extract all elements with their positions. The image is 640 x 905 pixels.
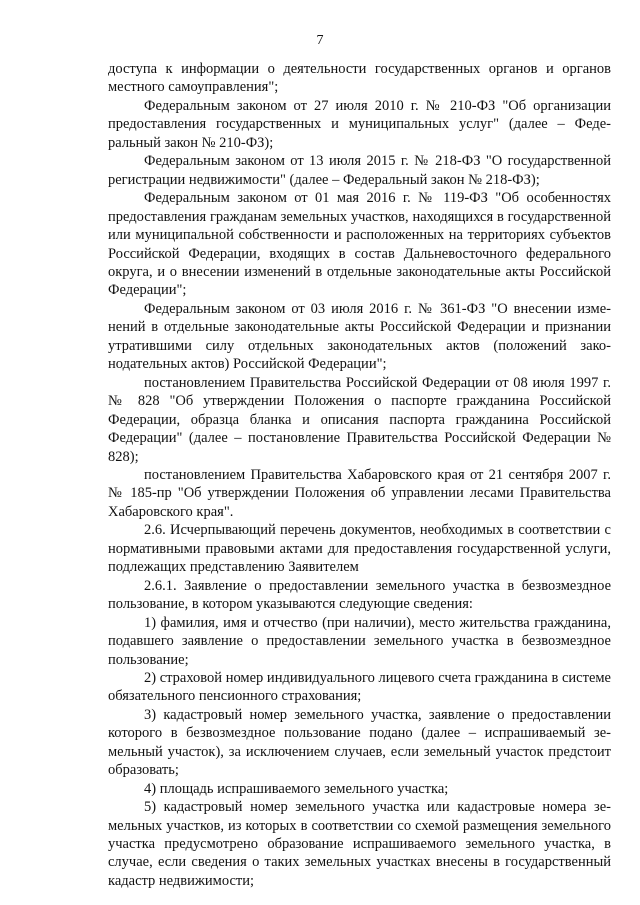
paragraph-resolution-828: постановлением Правительства Российской Федерации от 08 июля 1997 г. № 828 "Об утверждении Положения о паспорте гражданина Российской Федерации, образца бланка и описания паспорта гражданина Российской Федерации" (далее – постановление Правительства Российской Федерации № 828); bbox=[108, 374, 611, 465]
paragraph-resolution-185-pr: постановлением Правительства Хабаровского края от 21 сентября 2007 г. № 185-пр "Об утверждении Положения об управлении лесами Правительства Хабаровского края". bbox=[108, 466, 611, 520]
list-item-2: 2) страховой номер индивидуального лицевого счета гражданина в системе обязательного пенсионного страхования; bbox=[108, 669, 611, 705]
list-item-5: 5) кадастровый номер земельного участка или кадастровые номера земельных участков, из которых в соответствии со схемой размещения земельного участка предусмотрено образование испрашиваемого земельного участка, в случае, если сведения о таких земельных участках внесены в государственный кадастр недвижимости; bbox=[108, 799, 611, 889]
list-item-3: 3) кадастровый номер земельного участка, заявление о предоставлении которого в безвозмездное пользование подано (далее – испрашиваемый земельный участок), за исключением случаев, если земельный участок предстоит образовать; bbox=[108, 706, 611, 779]
list-item-4: 4) площадь испрашиваемого земельного участка; bbox=[144, 780, 449, 797]
paragraph-law-218-fz: Федеральным законом от 13 июля 2015 г. № 218-ФЗ "О государственной регистрации недвижимости" (далее – Федеральный закон № 218-ФЗ); bbox=[108, 153, 611, 188]
paragraph-section-2-6-1: 2.6.1. Заявление о предоставлении земельного участка в безвозмездное пользование, в котором указываются следующие сведения: bbox=[108, 577, 611, 613]
document-body bbox=[108, 60, 611, 890]
paragraph-section-2-6: 2.6. Исчерпывающий перечень документов, необходимых в соответствии с нормативными правовыми актами для предоставления государственной услуги, подлежащих представлению Заявителем bbox=[108, 522, 611, 576]
page-number: 7 bbox=[316, 33, 324, 48]
list-item-1: 1) фамилия, имя и отчество (при наличии), место жительства гражданина, подавшего заявление о предоставлении земельного участка в безвозмездное пользование; bbox=[108, 614, 611, 668]
paragraph-continuation: доступа к информации о деятельности государственных органов и органов местного самоуправления"; bbox=[108, 61, 611, 96]
paragraph-law-119-fz: Федеральным законом от 01 мая 2016 г. № 119-ФЗ "Об особенностях предоставления гражданам земельных участков, находящихся в государственной или муниципальной собственности и расположенных на территориях субъектов Российской Федерации, входящих в состав Дальневосточного федерального округа, и о внесении изменений в отдельные законодательные акты Российской Федерации"; bbox=[108, 190, 611, 299]
paragraph-law-210-fz: Федеральным законом от 27 июля 2010 г. № 210-ФЗ "Об организации предоставления государственных и муниципальных услуг" (далее – Федеральный закон № 210-ФЗ); bbox=[108, 97, 611, 151]
paragraph-law-361-fz: Федеральным законом от 03 июля 2016 г. № 361-ФЗ "О внесении изменений в отдельные законодательные акты Российской Федерации и признании утратившими силу отдельных законодательных актов (положений законодательных актов) Российской Федерации"; bbox=[108, 300, 611, 373]
